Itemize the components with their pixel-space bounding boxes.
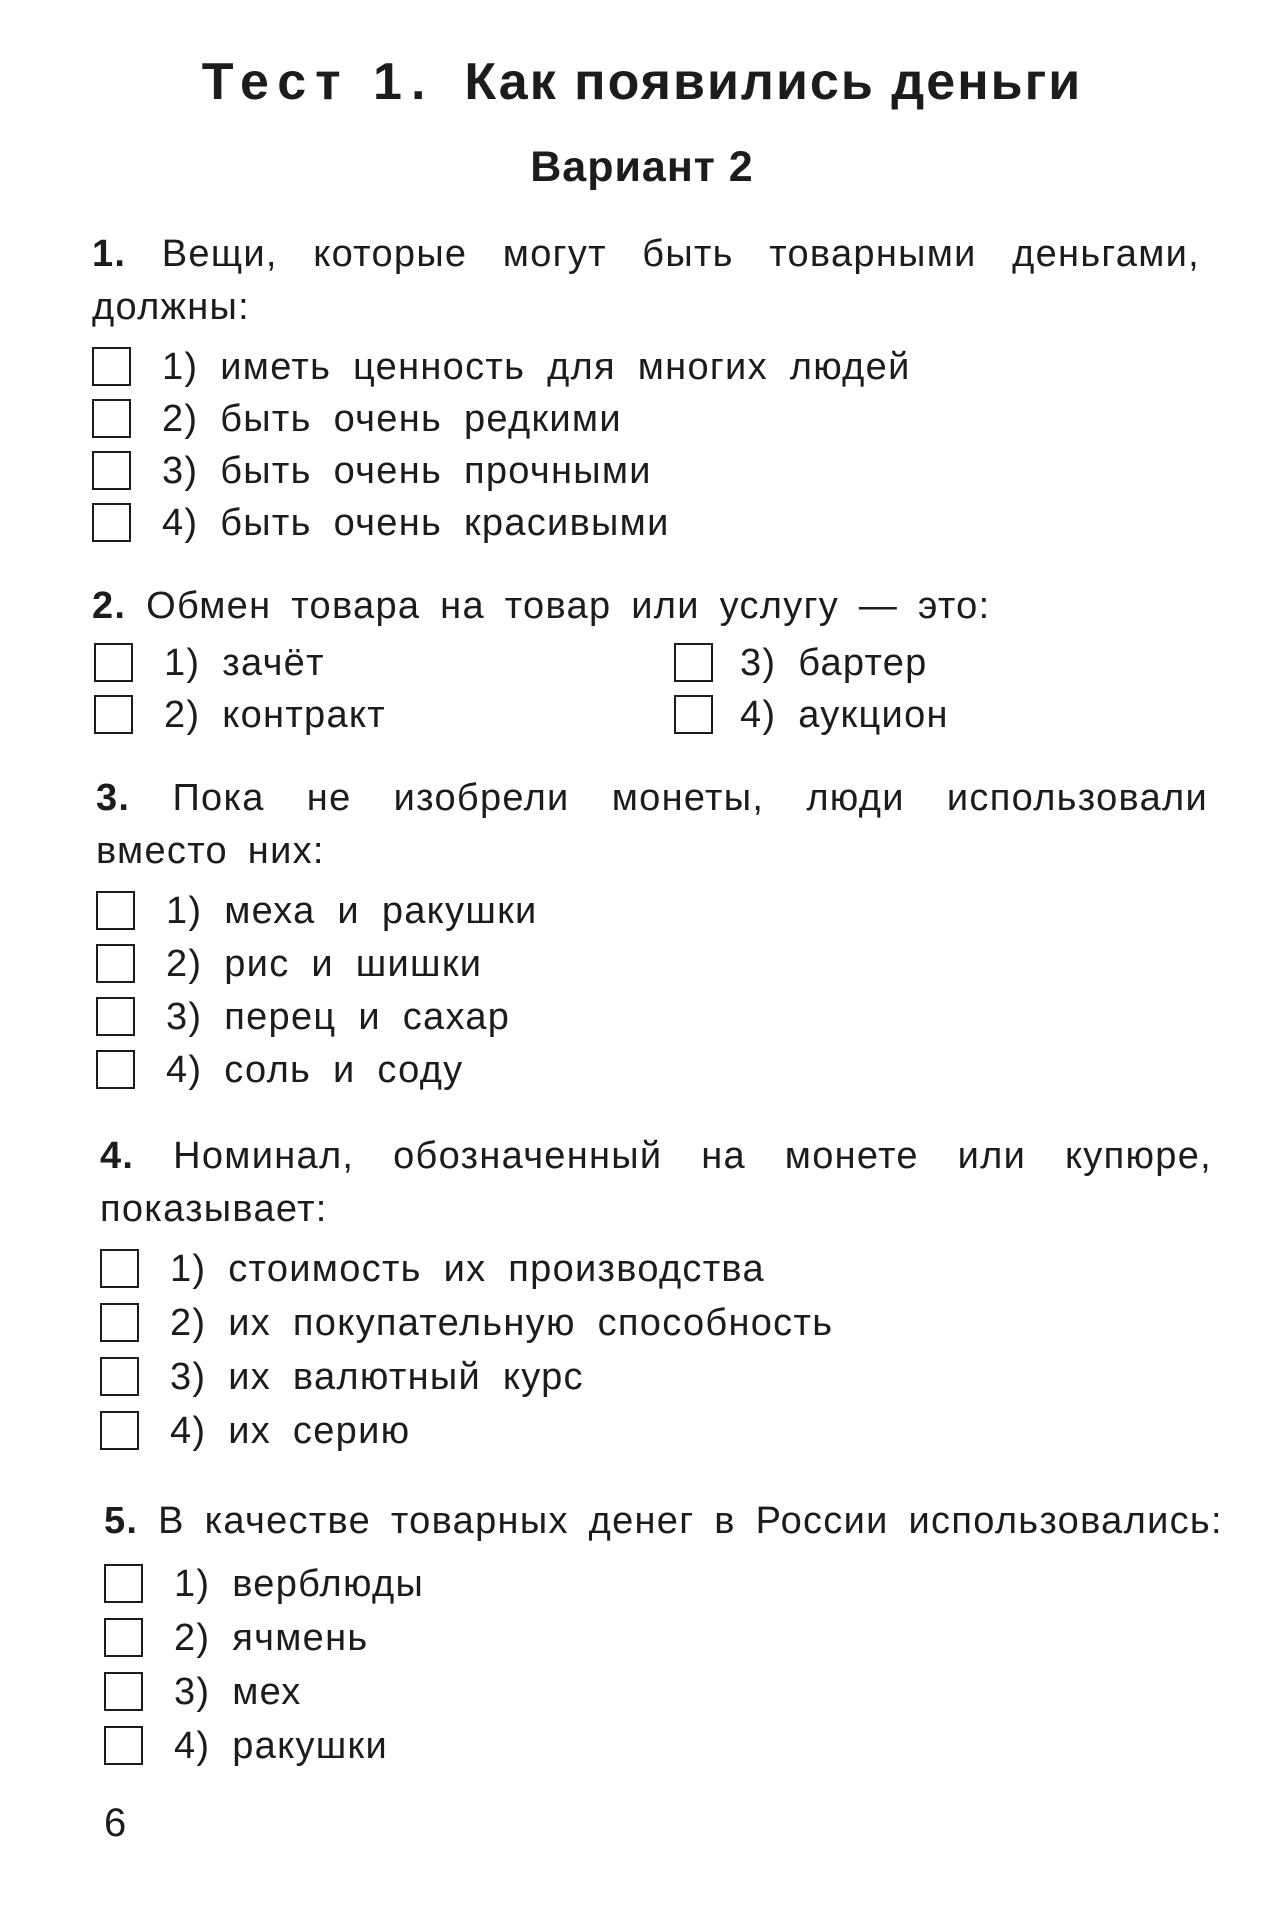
- option-label: 2) ячмень: [174, 1617, 369, 1659]
- option-label: 3) быть очень прочными: [162, 450, 652, 492]
- question-number: 2.: [92, 585, 127, 627]
- option-label: 3) перец и сахар: [166, 996, 511, 1038]
- question-text: [92, 580, 1200, 633]
- page-number: 6: [104, 1801, 127, 1845]
- answer-checkbox[interactable]: [104, 1618, 143, 1657]
- option-label: 1) зачёт: [164, 642, 325, 684]
- answer-checkbox[interactable]: [104, 1564, 143, 1603]
- question-number: 5.: [104, 1500, 139, 1542]
- option-label: 3) бартер: [740, 642, 928, 684]
- option-label: 4) быть очень красивыми: [162, 502, 670, 544]
- answer-checkbox[interactable]: [94, 643, 133, 682]
- test-title: [0, 52, 1284, 112]
- answer-checkbox[interactable]: [100, 1411, 139, 1450]
- answer-checkbox[interactable]: [92, 399, 131, 438]
- question-2: [92, 580, 1200, 633]
- question-prompt: Номинал, обозначенный на монете или купюре, показывает:: [100, 1135, 1212, 1230]
- answer-checkbox[interactable]: [674, 695, 713, 734]
- option-label: 4) ракушки: [174, 1725, 389, 1767]
- option-label: 1) верблюды: [174, 1563, 425, 1605]
- question-text: [100, 1130, 1212, 1236]
- option-label: 1) меха и ракушки: [166, 890, 538, 932]
- question-4: [100, 1130, 1212, 1236]
- option-label: 1) стоимость их производства: [170, 1248, 765, 1290]
- test-number: Тест 1.: [201, 53, 435, 111]
- answer-checkbox[interactable]: [674, 643, 713, 682]
- option-label: 4) аукцион: [740, 694, 949, 736]
- variant-heading: Вариант 2: [530, 143, 754, 191]
- question-text: [92, 228, 1200, 334]
- question-5: [104, 1495, 1254, 1548]
- test-topic: Как появились деньги: [464, 53, 1083, 111]
- question-prompt: Обмен товара на товар или услугу — это:: [146, 585, 991, 627]
- option-label: 4) их серию: [170, 1410, 411, 1452]
- option-label: 2) их покупательную способность: [170, 1302, 834, 1344]
- answer-checkbox[interactable]: [104, 1726, 143, 1765]
- answer-checkbox[interactable]: [100, 1303, 139, 1342]
- option-label: 2) рис и шишки: [166, 943, 483, 985]
- question-number: 1.: [92, 233, 127, 275]
- option-label: 2) контракт: [164, 694, 386, 736]
- question-3: [96, 772, 1208, 878]
- answer-checkbox[interactable]: [92, 451, 131, 490]
- answer-checkbox[interactable]: [92, 347, 131, 386]
- question-number: 4.: [100, 1135, 135, 1177]
- answer-checkbox[interactable]: [94, 695, 133, 734]
- question-number: 3.: [96, 777, 131, 819]
- question-text: [96, 772, 1208, 878]
- answer-checkbox[interactable]: [96, 997, 135, 1036]
- answer-checkbox[interactable]: [96, 1050, 135, 1089]
- answer-checkbox[interactable]: [96, 891, 135, 930]
- option-label: 1) иметь ценность для многих людей: [162, 346, 911, 388]
- question-prompt: Вещи, которые могут быть товарными деньгами, должны:: [92, 233, 1201, 328]
- question-prompt: В качестве товарных денег в России использовались:: [158, 1500, 1223, 1542]
- option-label: 4) соль и соду: [166, 1049, 464, 1091]
- option-label: 3) мех: [174, 1671, 302, 1713]
- question-1: [92, 228, 1200, 334]
- answer-checkbox[interactable]: [100, 1249, 139, 1288]
- question-prompt: Пока не изобрели монеты, люди использовали вместо них:: [96, 777, 1209, 872]
- answer-checkbox[interactable]: [104, 1672, 143, 1711]
- option-label: 3) их валютный курс: [170, 1356, 584, 1398]
- answer-checkbox[interactable]: [96, 944, 135, 983]
- answer-checkbox[interactable]: [100, 1357, 139, 1396]
- question-text: [104, 1495, 1254, 1548]
- answer-checkbox[interactable]: [92, 503, 131, 542]
- option-label: 2) быть очень редкими: [162, 398, 622, 440]
